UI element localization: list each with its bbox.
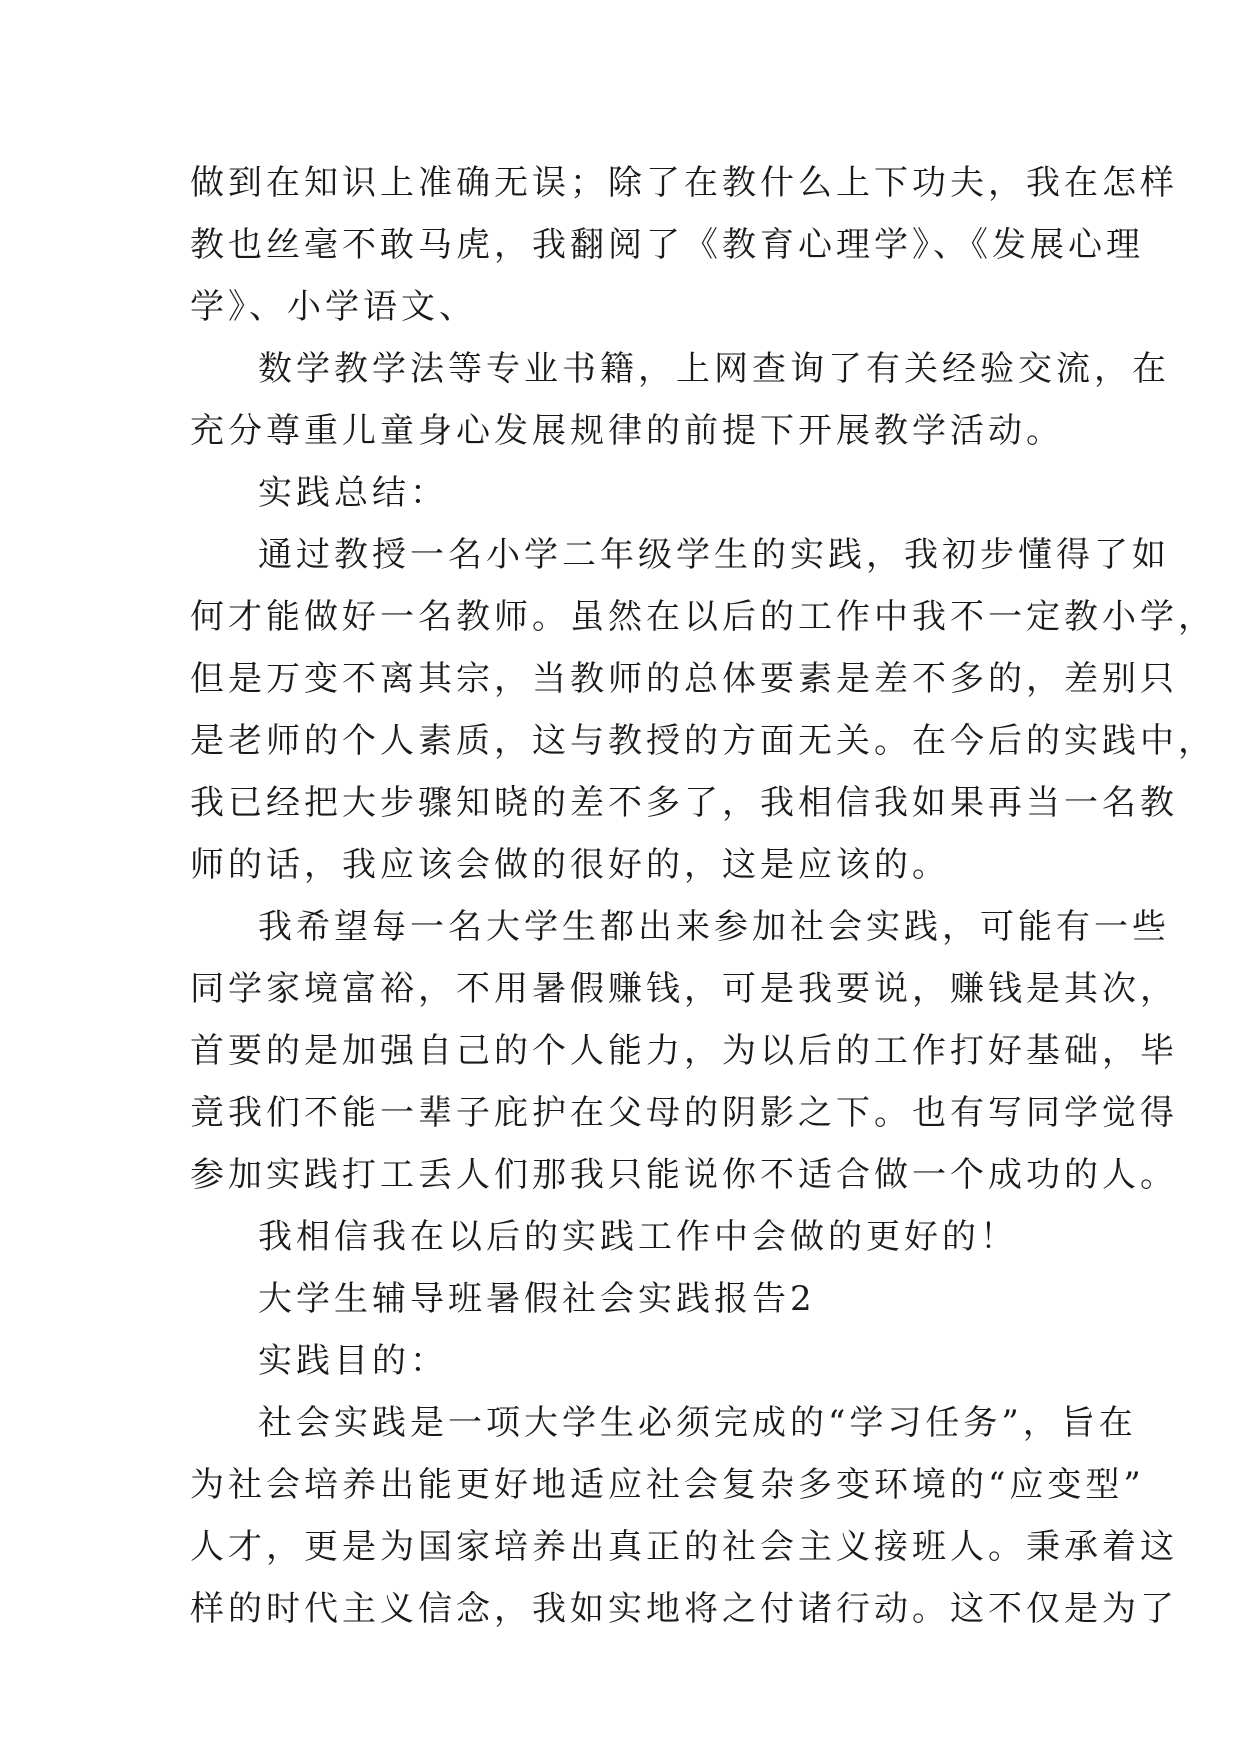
text-line: 通过教授一名小学二年级学生的实践，我初步懂得了如 [258, 535, 1170, 575]
text-line: 首要的是加强自己的个人能力，为以后的工作打好基础，毕 [190, 1031, 1178, 1071]
text-line: 为社会培养出能更好地适应社会复杂多变环境的“应变型” [190, 1465, 1145, 1505]
text-line: 师的话，我应该会做的很好的，这是应该的。 [190, 845, 950, 885]
text-line: 学》、小学语文、 [190, 287, 477, 327]
text-line: 做到在知识上准确无误；除了在教什么上下功夫，我在怎样 [190, 163, 1178, 203]
text-line: 是老师的个人素质，这与教授的方面无关。在今后的实践中， [190, 721, 1216, 761]
text-line: 参加实践打工丢人们那我只能说你不适合做一个成功的人。 [190, 1155, 1178, 1195]
text-line: 充分尊重儿童身心发展规律的前提下开展教学活动。 [190, 411, 1064, 451]
text-line: 何才能做好一名教师。虽然在以后的工作中我不一定教小学， [190, 597, 1216, 637]
text-line: 我已经把大步骤知晓的差不多了，我相信我如果再当一名教 [190, 783, 1178, 823]
text-line: 数学教学法等专业书籍，上网查询了有关经验交流，在 [258, 349, 1170, 389]
text-line: 同学家境富裕，不用暑假赚钱，可是我要说，赚钱是其次， [190, 969, 1178, 1009]
section-heading: 实践总结： [258, 473, 448, 513]
text-line: 但是万变不离其宗，当教师的总体要素是差不多的，差别只 [190, 659, 1178, 699]
text-line: 竟我们不能一辈子庇护在父母的阴影之下。也有写同学觉得 [190, 1093, 1178, 1133]
text-line: 样的时代主义信念，我如实地将之付诸行动。这不仅是为了 [190, 1589, 1178, 1629]
report-title: 大学生辅导班暑假社会实践报告2 [258, 1279, 816, 1319]
text-line: 人才，更是为国家培养出真正的社会主义接班人。秉承着这 [190, 1527, 1178, 1567]
text-line: 我希望每一名大学生都出来参加社会实践，可能有一些 [258, 907, 1170, 947]
text-line: 教也丝毫不敢马虎，我翻阅了《教育心理学》、《发展心理 [190, 225, 1144, 265]
section-heading: 实践目的： [258, 1341, 448, 1381]
text-line: 社会实践是一项大学生必须完成的“学习任务”，旨在 [258, 1403, 1137, 1443]
text-line: 我相信我在以后的实践工作中会做的更好的！ [258, 1217, 1018, 1257]
document-body [190, 152, 1216, 1640]
